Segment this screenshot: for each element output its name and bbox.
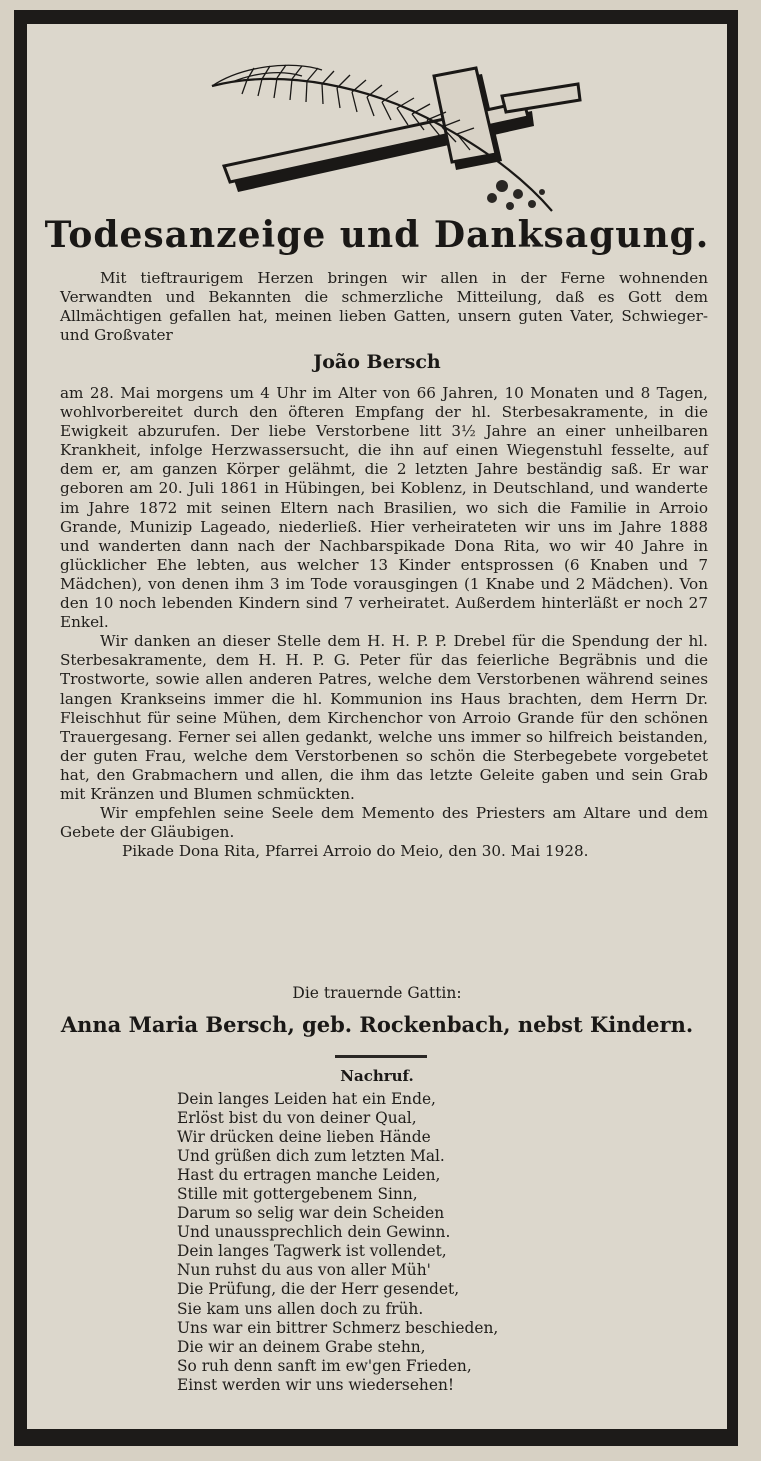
- notice-title: Todesanzeige und Danksagung.: [44, 214, 710, 256]
- widow-line: Anna Maria Bersch, geb. Rockenbach, nebst Kindern.: [60, 1012, 694, 1037]
- poem-line: Darum so selig war dein Scheiden: [177, 1204, 445, 1223]
- biography-paragraph: am 28. Mai morgens um 4 Uhr im Alter von 66 Jahren, 10 Monaten und 8 Tagen, wohlvorbereitet durch den öfteren Empfang der hl. Sterbesakramente, in die Ewigkeit abzurufen. Der liebe Verstorbene litt 3½ Jahre an einer unheilbaren Krankheit, infolge Herzwassersucht, die ihn auf einen Wiegenstuhl fesselte, auf dem er, am ganzen Körper gelähmt, die 2 letzten Jahre beständig saß. Er war geboren am 20. Juli 1861 in Hübingen, bei Koblenz, in Deutschland, und wanderte im Jahre 1872 mit seinen Eltern nach Brasilien, wo sich die Familie in Arroio Grande, Munizip Lageado, niederließ. Hier verheirateten wir uns im Jahre 1888 und wanderten dann nach der Nachbarspikade Dona Rita, wo wir 40 Jahre in glücklicher Ehe lebten, aus welcher 13 Kinder entsprossen (6 Knaben und 7 Mädchen), von denen ihm 3 im Tode vorausgingen (1 Knabe und 2 Mädchen). Von den 10 noch lebenden Kindern sind 7 verheiratet. Außerdem hinterläßt er noch 27 Enkel.: [60, 384, 708, 632]
- obituary-notice: [27, 24, 727, 1429]
- main-text: [60, 384, 708, 861]
- poem-line: Erlöst bist du von deiner Qual,: [177, 1109, 417, 1128]
- nachruf-title: Nachruf.: [340, 1067, 414, 1085]
- poem-line: Die wir an deinem Grabe stehn,: [177, 1337, 426, 1356]
- poem-line: So ruh denn sanft im ew'gen Frieden,: [177, 1356, 472, 1375]
- poem-line: Hast du ertragen manche Leiden,: [177, 1166, 441, 1185]
- signature-label: Die trauernde Gattin:: [292, 984, 462, 1002]
- cross-with-palm-frond-icon: [202, 46, 582, 216]
- poem-line: Dein langes Leiden hat ein Ende,: [177, 1090, 436, 1108]
- place-date: Pikade Dona Rita, Pfarrei Arroio do Meio, den 30. Mai 1928.: [122, 842, 589, 861]
- poem-line: Einst werden wir uns wiedersehen!: [177, 1375, 455, 1394]
- poem-line: Uns war ein bittrer Schmerz beschieden,: [177, 1318, 499, 1337]
- thanks-paragraph: Wir danken an dieser Stelle dem H. H. P. P. Drebel für die Spendung der hl. Sterbesakramente, dem H. H. P. G. Peter für das feierliche Begräbnis und die Trostworte, sowie allen anderen Patres, welche dem Verstorbenen während seines langen Krankseins immer die hl. Kommunion ins Haus brachten, dem Herrn Dr. Fleischhut für seine Mühen, dem Kirchenchor von Arroio Grande für den schönen Trauergesang. Ferner sei allen gedankt, welche uns immer so hilfreich beistanden, der guten Frau, welche dem Verstorbenen so schön die Sterbegebete vorgebetet hat, den Grabmachern und allen, die ihm das letzte Geleite gaben und sein Grab mit Kränzen und Blumen schmückten.: [60, 632, 708, 803]
- nachruf-poem: [177, 1090, 577, 1395]
- poem-line: Dein langes Tagwerk ist vollendet,: [177, 1242, 447, 1261]
- intro-paragraph: Mit tieftraurigem Herzen bringen wir allen in der Ferne wohnenden Verwandten und Bekannten die schmerzliche Mitteilung, daß es Gott dem Allmächtigen gefallen hat, meinen lieben Gatten, unsern guten Vater, Schwieger- und Großvater: [60, 269, 708, 345]
- poem-line: Stille mit gottergebenem Sinn,: [177, 1185, 418, 1204]
- poem-line: Wir drücken deine lieben Hände: [177, 1128, 431, 1147]
- poem-line: Und grüßen dich zum letzten Mal.: [177, 1147, 445, 1166]
- poem-line: Nun ruhst du aus von aller Müh': [177, 1261, 431, 1280]
- prayer-paragraph: Wir empfehlen seine Seele dem Memento des Priesters am Altare und dem Gebete der Gläubigen.: [60, 804, 708, 842]
- poem-line: Sie kam uns allen doch zu früh.: [177, 1299, 424, 1318]
- deceased-name: João Bersch: [313, 351, 441, 373]
- poem-line: Die Prüfung, die der Herr gesendet,: [177, 1280, 460, 1299]
- poem-line: Und unaussprechlich dein Gewinn.: [177, 1223, 451, 1242]
- divider: [335, 1055, 427, 1058]
